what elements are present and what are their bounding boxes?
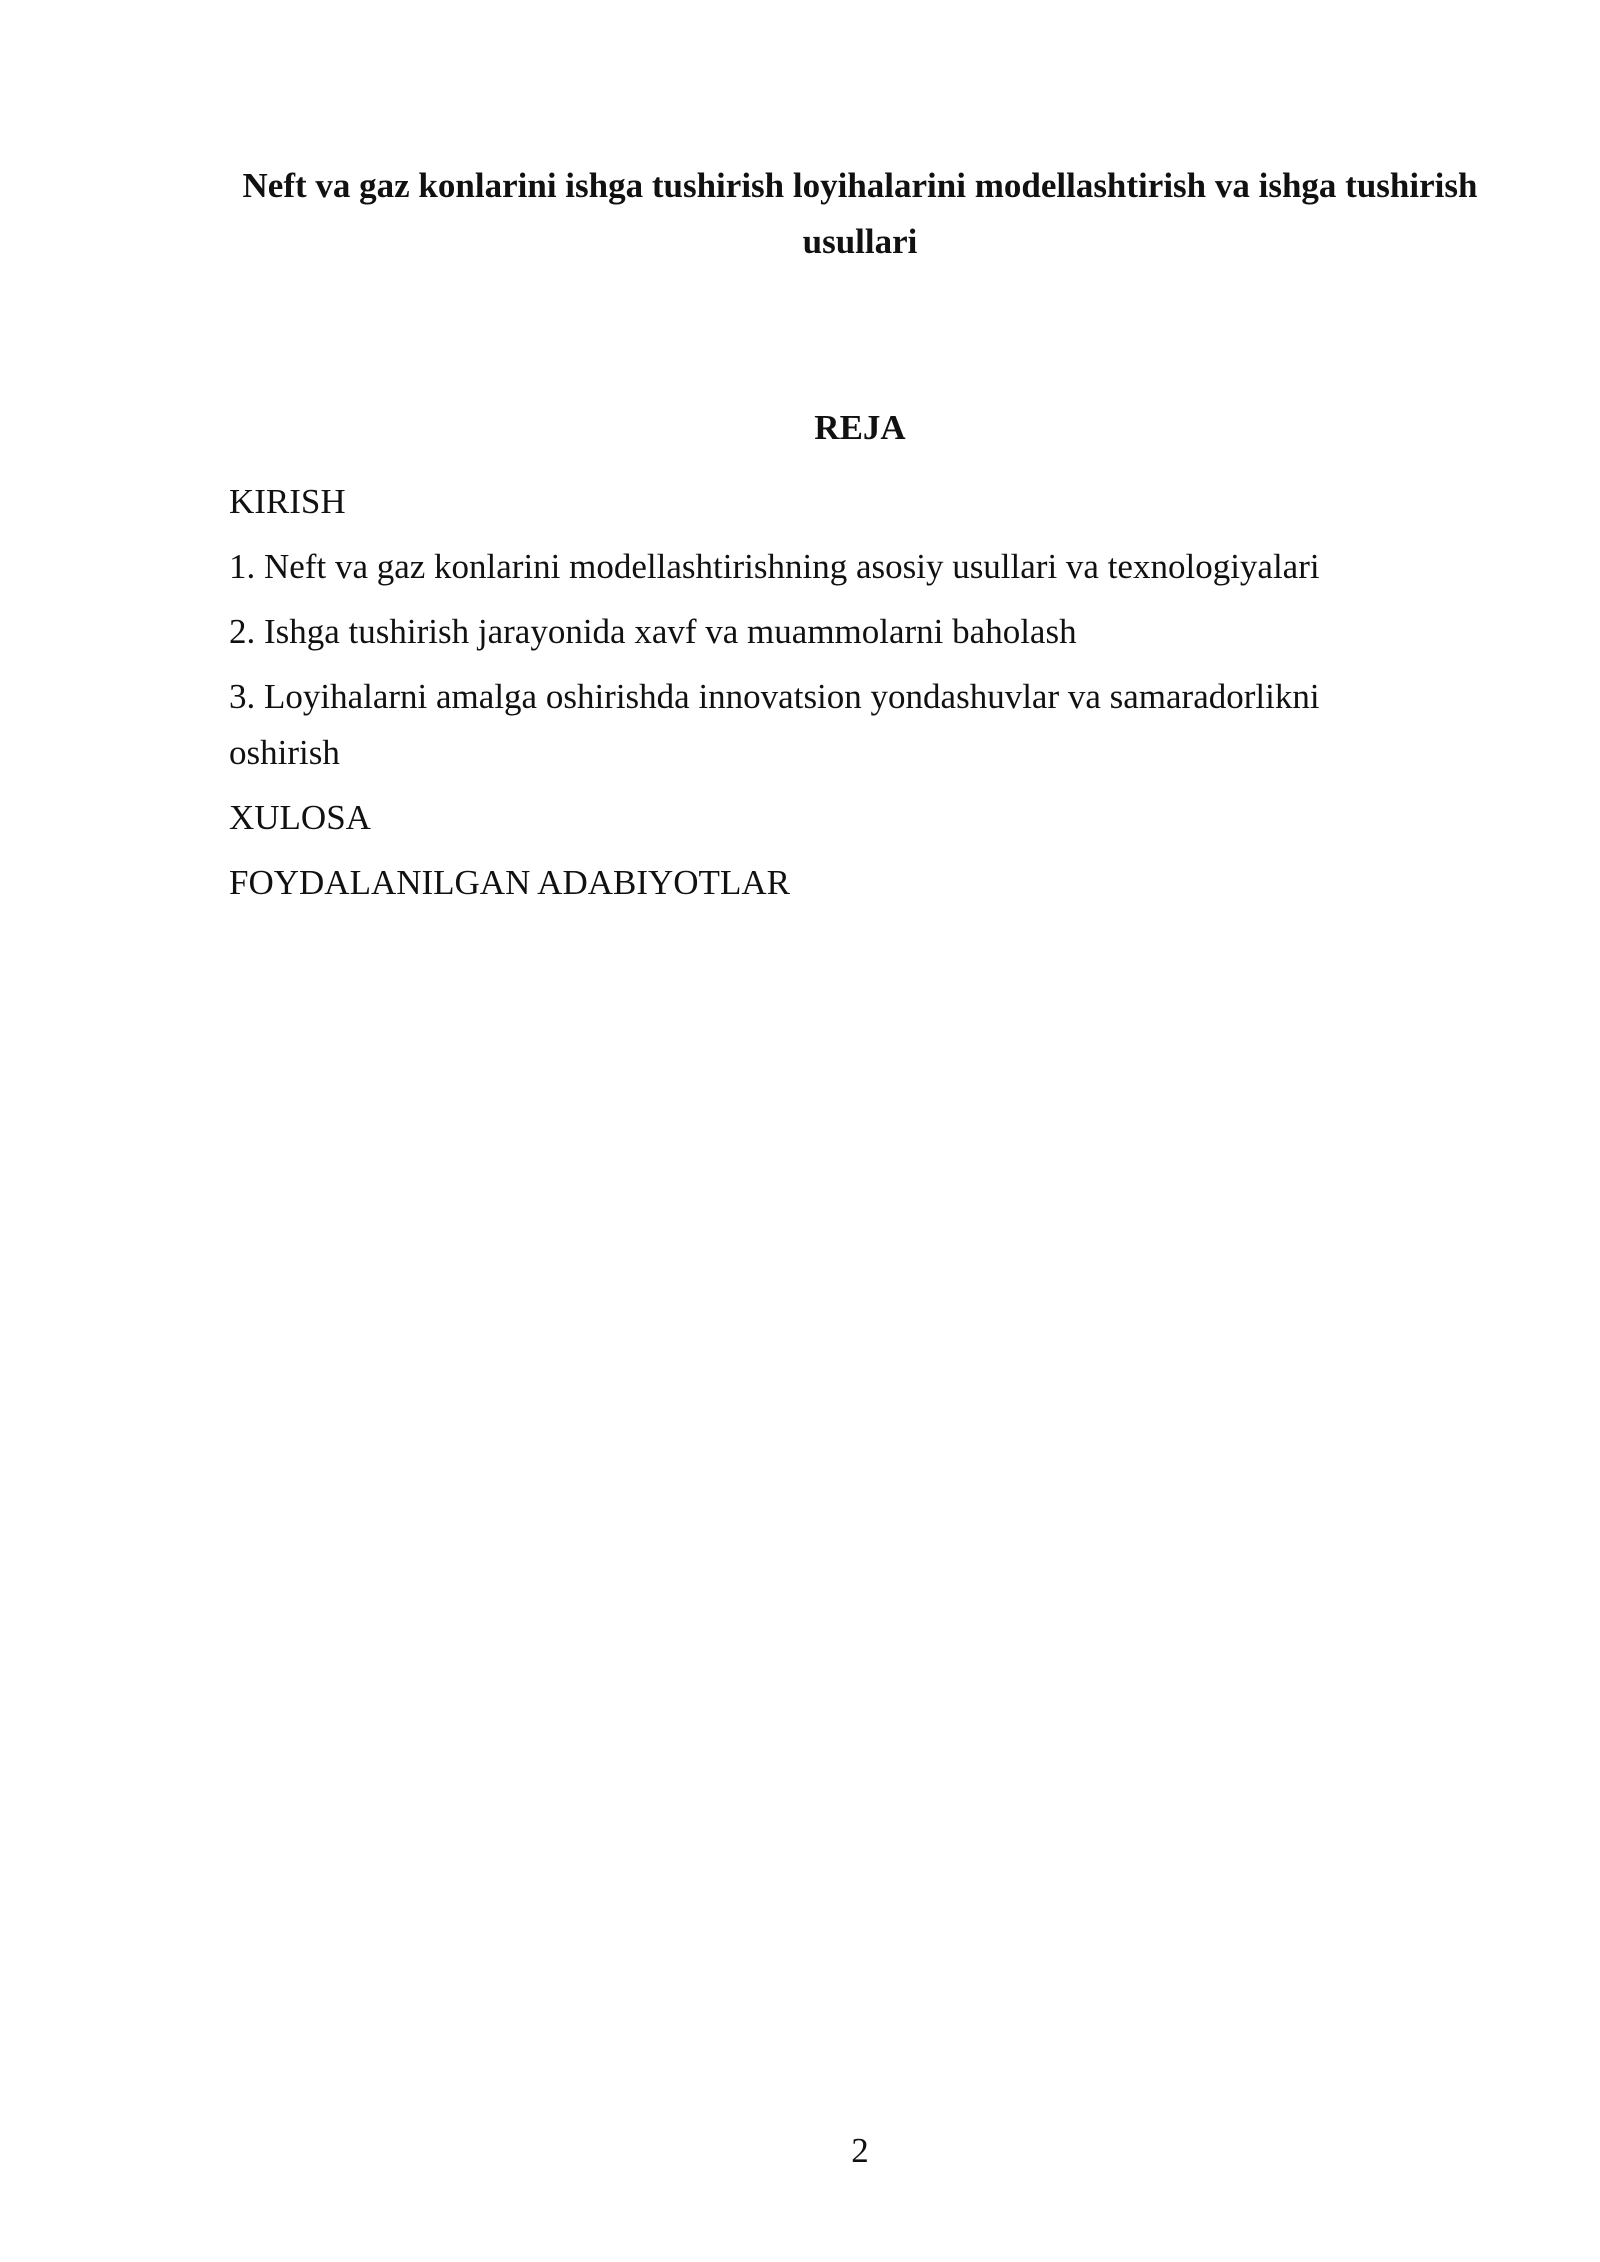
plan-item-references: FOYDALANILGAN ADABIYOTLAR bbox=[229, 863, 790, 902]
page-number: 2 bbox=[851, 2131, 869, 2170]
document-title: Neft va gaz konlarini ishga tushirish loyihalarini modellashtirish va ishga tushirish usullari bbox=[242, 166, 1478, 261]
plan-item-introduction: KIRISH bbox=[229, 482, 346, 521]
plan-item-conclusion: XULOSA bbox=[229, 798, 371, 837]
plan-item-2: 2. Ishga tushirish jarayonida xavf va muammolarni baholash bbox=[229, 612, 1077, 651]
plan-item-1: 1. Neft va gaz konlarini modellashtirishning asosiy usullari va texnologiyalari bbox=[229, 547, 1320, 586]
plan-list bbox=[229, 474, 1429, 920]
plan-heading: REJA bbox=[814, 408, 906, 447]
plan-item-3: 3. Loyihalarni amalga oshirishda innovatsion yondashuvlar va samaradorlikni oshirish bbox=[229, 677, 1320, 772]
